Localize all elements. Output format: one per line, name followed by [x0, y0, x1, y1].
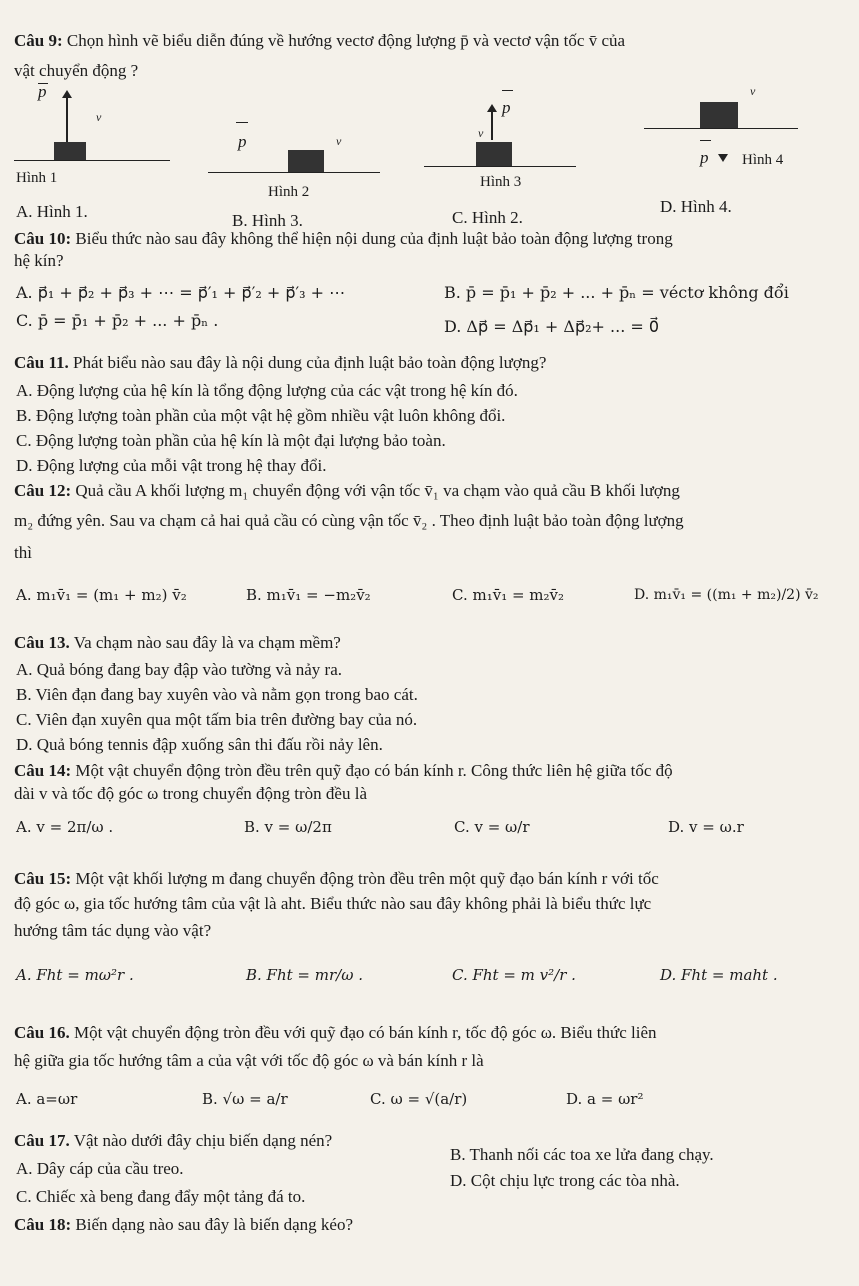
- q18-number: Câu 18:: [14, 1215, 72, 1234]
- q12-option-a: A. m₁v̄₁ = (m₁ + m₂) v̄₂: [16, 586, 187, 604]
- q10-option-a: A. p⃗₁ + p⃗₂ + p⃗₃ + ⋯ = p⃗′₁ + p⃗′₂ + p⃗′₃ + ⋯: [16, 283, 346, 302]
- fig1-block: [54, 142, 86, 160]
- q13-option-b: B. Viên đạn đang bay xuyên vào và nằm gọn trong bao cát.: [16, 685, 418, 704]
- fig3-caption: Hình 3: [480, 174, 522, 190]
- fig2-block: [288, 150, 324, 172]
- q10-line1: [14, 228, 673, 250]
- fig3-block: [476, 142, 512, 166]
- q17-option-b: B. Thanh nối các toa xe lửa đang chạy.: [450, 1145, 714, 1164]
- q16-option-a: A. a=ωr: [16, 1090, 78, 1108]
- q17-option-d: D. Cột chịu lực trong các tòa nhà.: [450, 1171, 680, 1190]
- q10-option-c: C. p̄ = p̄₁ + p̄₂ + ... + p̄ₙ .: [16, 311, 219, 330]
- q12-option-c: C. m₁v̄₁ = m₂v̄₂: [452, 586, 565, 604]
- fig1-momentum-bar: [38, 83, 48, 84]
- q12-line1: [14, 480, 680, 502]
- q13-line1: [14, 632, 341, 654]
- q15-text-line1: Một vật khối lượng m đang chuyển động tròn đều trên một quỹ đạo bán kính r với tốc: [75, 869, 659, 888]
- q14-option-a: A. v = 2π/ω .: [16, 818, 114, 836]
- fig4-ground: [644, 128, 798, 129]
- q13-number: Câu 13.: [14, 633, 70, 652]
- q9-option-b: B. Hình 3.: [232, 211, 303, 230]
- q13-option-c: C. Viên đạn xuyên qua một tấm bia trên đường bay của nó.: [16, 710, 418, 729]
- q15-line1: [14, 868, 659, 890]
- q12-text-line3: thì: [14, 543, 32, 562]
- q17-option-a: A. Dây cáp của cầu treo.: [16, 1159, 184, 1178]
- fig1-ground: [14, 160, 170, 161]
- q12-option-b: B. m₁v̄₁ = −m₂v̄₂: [246, 586, 371, 604]
- q9-option-a: A. Hình 1.: [16, 202, 88, 221]
- fig1-arrowhead: [62, 90, 72, 98]
- q9-number: Câu 9:: [14, 31, 63, 50]
- fig4-momentum-bar: [700, 140, 711, 141]
- q15-option-d: D. Fht = maht .: [660, 966, 778, 984]
- fig1-momentum-arrow: [66, 96, 68, 142]
- q16-option-c: C. ω = √(a/r): [370, 1090, 468, 1108]
- q11-option-d: D. Động lượng của mỗi vật trong hệ thay đổi.: [16, 456, 327, 475]
- q9-option-d: D. Hình 4.: [660, 197, 732, 216]
- q15-number: Câu 15:: [14, 869, 72, 888]
- q9-text-line2: vật chuyển động ?: [14, 61, 139, 80]
- fig2-ground: [208, 172, 380, 173]
- fig3-momentum-arrow: [491, 110, 493, 140]
- q16-text-line2: hệ giữa gia tốc hướng tâm a của vật với tốc độ góc ω và bán kính r là: [14, 1051, 484, 1070]
- fig2-velocity-symbol: v: [336, 134, 342, 148]
- q16-number: Câu 16.: [14, 1023, 70, 1042]
- q17-text: Vật nào dưới đây chịu biến dạng nén?: [73, 1131, 333, 1150]
- fig2-momentum-symbol: p: [238, 132, 247, 151]
- fig4-arrowhead: [718, 154, 728, 162]
- q10-option-b: B. p̄ = p̄₁ + p̄₂ + ... + p̄ₙ = véctơ không đổi: [444, 283, 789, 302]
- q12-number: Câu 12:: [14, 481, 72, 500]
- figure-3: [424, 84, 584, 198]
- q12-text-line2: m₂ đứng yên. Sau va chạm cả hai quả cầu có cùng vận tốc v̄₂ . Theo định luật bảo toàn động lượng: [14, 511, 684, 530]
- q16-text-line1: Một vật chuyển động tròn đều với quỹ đạo có bán kính r, tốc độ góc ω. Biểu thức liên: [73, 1023, 657, 1042]
- fig3-arrowhead: [487, 104, 497, 112]
- q13-text: Va chạm nào sau đây là va chạm mềm?: [73, 633, 341, 652]
- q11-number: Câu 11.: [14, 353, 69, 372]
- q16-option-b: B. √ω = a/r: [202, 1090, 288, 1108]
- q15-option-b: B. Fht = mr/ω .: [246, 966, 363, 984]
- q10-text-line1: Biểu thức nào sau đây không thể hiện nội dung của định luật bảo toàn động lượng trong: [75, 229, 673, 248]
- figure-2: [208, 120, 388, 200]
- q14-text-line2: dài v và tốc độ góc ω trong chuyển động tròn đều là: [14, 784, 367, 803]
- q12-text-line1: Quả cầu A khối lượng m₁ chuyển động với vận tốc v̄₁ va chạm vào quả cầu B khối lượng: [75, 481, 680, 500]
- q14-text-line1: Một vật chuyển động tròn đều trên quỹ đạo có bán kính r. Công thức liên hệ giữa tốc độ: [75, 761, 673, 780]
- q9-text-line1: Chọn hình vẽ biểu diễn đúng về hướng vectơ động lượng p̄ và vectơ vận tốc v̄ của: [66, 31, 626, 50]
- q14-option-b: B. v = ω/2π: [244, 818, 332, 836]
- q18-text: Biến dạng nào sau đây là biến dạng kéo?: [75, 1215, 353, 1234]
- q15-option-c: C. Fht = m v²/r .: [452, 966, 576, 984]
- fig3-ground: [424, 166, 576, 167]
- q18-line1: [14, 1214, 353, 1236]
- q9-option-c: C. Hình 2.: [452, 208, 523, 227]
- q14-number: Câu 14:: [14, 761, 72, 780]
- q16-line1: [14, 1022, 657, 1044]
- q11-option-a: A. Động lượng của hệ kín là tổng động lượng của các vật trong hệ kín đó.: [16, 381, 518, 400]
- q11-option-b: B. Động lượng toàn phần của một vật hệ gồm nhiều vật luôn không đổi.: [16, 406, 506, 425]
- figure-4: [644, 84, 804, 184]
- fig1-caption: Hình 1: [16, 170, 58, 186]
- q16-option-d: D. a = ωr²: [566, 1090, 644, 1108]
- q17-option-c: C. Chiếc xà beng đang đẩy một tảng đá to.: [16, 1187, 306, 1206]
- q15-text-line3: hướng tâm tác dụng vào vật?: [14, 921, 212, 940]
- fig4-caption: Hình 4: [742, 152, 784, 168]
- fig4-block: [700, 102, 738, 128]
- q17-number: Câu 17.: [14, 1131, 70, 1150]
- q11-line1: [14, 352, 546, 374]
- q15-option-a: A. Fht = mω²r .: [16, 966, 134, 984]
- q11-option-c: C. Động lượng toàn phần của hệ kín là một đại lượng bảo toàn.: [16, 431, 446, 450]
- q14-option-d: D. v = ω.r: [668, 818, 744, 836]
- q9-line1: [14, 30, 625, 52]
- q10-option-d: D. Δp⃗ = Δp⃗₁ + Δp⃗₂+ ... = 0⃗: [444, 317, 660, 336]
- q10-number: Câu 10:: [14, 229, 72, 248]
- q14-option-c: C. v = ω/r: [454, 818, 530, 836]
- q10-text-line2: hệ kín?: [14, 251, 64, 270]
- q13-option-d: D. Quả bóng tennis đập xuống sân thi đấu rồi nảy lên.: [16, 735, 383, 754]
- q17-line1: [14, 1130, 332, 1152]
- fig2-momentum-bar: [236, 122, 248, 123]
- q12-option-d: D. m₁v̄₁ = ((m₁ + m₂)/2) v̄₂: [634, 587, 819, 603]
- q14-line1: [14, 760, 673, 782]
- fig1-velocity-symbol: v: [96, 110, 102, 124]
- fig3-velocity-symbol: v: [478, 126, 484, 140]
- fig1-momentum-symbol: p: [38, 82, 47, 101]
- fig4-momentum-symbol: p: [700, 148, 709, 167]
- fig4-velocity-symbol: v: [750, 84, 756, 98]
- q13-option-a: A. Quả bóng đang bay đập vào tường và nảy ra.: [16, 660, 343, 679]
- q11-text: Phát biểu nào sau đây là nội dung của định luật bảo toàn động lượng?: [73, 353, 547, 372]
- fig3-momentum-symbol: p: [502, 98, 511, 117]
- figure-1: [14, 82, 174, 198]
- fig2-caption: Hình 2: [268, 184, 310, 200]
- fig3-momentum-bar: [502, 90, 513, 91]
- q15-text-line2: độ góc ω, gia tốc hướng tâm của vật là aht. Biểu thức nào sau đây không phải là biểu thức lực: [14, 894, 652, 913]
